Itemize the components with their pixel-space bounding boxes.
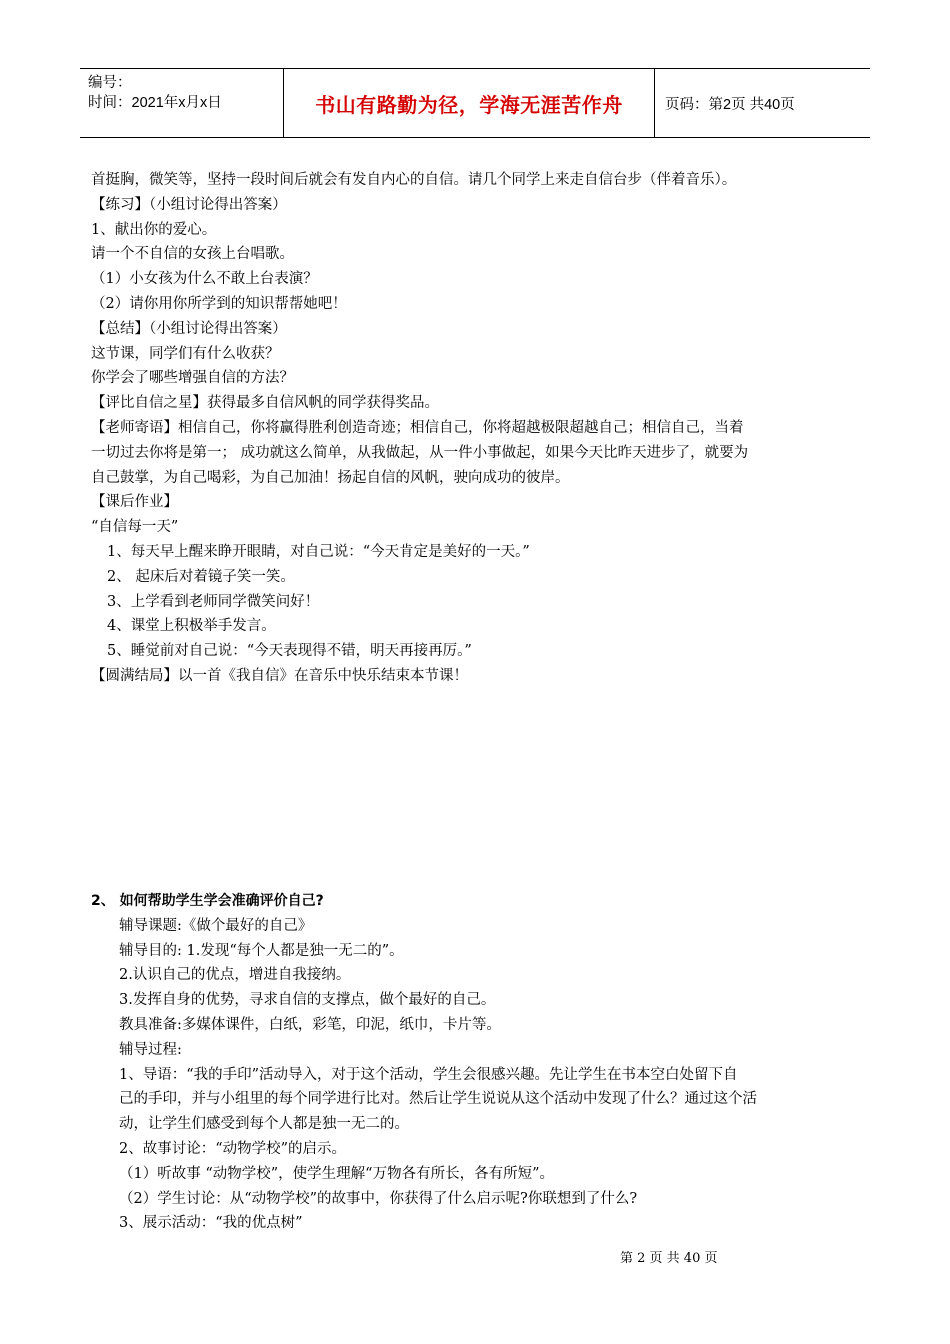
section2-body: [91, 914, 871, 1236]
paragraph-line: 自己鼓掌，为自己喝彩，为自己加油！扬起自信的风帆，驶向成功的彼岸。: [91, 469, 570, 486]
paragraph-line: 这节课，同学们有什么收获？: [91, 345, 280, 362]
section2-title: 2、 如何帮助学生学会准确评价自己?: [91, 893, 324, 909]
motto-text: 书山有路勤为径，学海无涯苦作舟: [315, 92, 623, 117]
page-footer: 第 2 页 共 40 页: [620, 1251, 718, 1266]
paragraph-line: 【练习】（小组讨论得出答案）: [91, 196, 287, 213]
doc-number-label: 编号：: [88, 75, 132, 91]
step-line: 2、故事讨论：“动物学校”的启示。: [119, 1140, 347, 1157]
section2: [91, 889, 871, 1236]
step-line: （1）听故事 “动物学校”，使学生理解“万物各有所长，各有所短”。: [119, 1165, 554, 1182]
process-line: 辅导过程:: [119, 1041, 182, 1058]
step-line: 1、导语：“我的手印”活动导入，对于这个活动，学生会很感兴趣。先让学生在书本空白处留下自: [119, 1066, 738, 1083]
paragraph-line: （1）小女孩为什么不敢上台表演？: [91, 271, 318, 288]
paragraph-line: （2）请你用你所学到的知识帮帮她吧！: [91, 295, 347, 312]
paragraph-line: 一切过去你将是第一； 成功就这么简单，从我做起，从一件小事做起，如果今天比昨天进步了，就要为: [91, 444, 749, 461]
page-info: 页码：第2页 共40页: [665, 96, 795, 113]
goal-line: 辅导目的: 1.发现“每个人都是独一无二的”。: [119, 942, 404, 959]
topic-line: 辅导课题:《做个最好的自己》: [119, 917, 313, 934]
homework-item: 5、睡觉前对自己说：“今天表现得不错，明天再接再厉。”: [107, 643, 472, 660]
step-line: 己的手印，并与小组里的每个同学进行比对。然后让学生说说从这个活动中发现了什么？通过这个活: [119, 1091, 757, 1108]
ending-line: 【圆满结局】以一首《我自信》在音乐中快乐结束本节课！: [91, 667, 468, 684]
page-header: [80, 68, 870, 138]
prep-line: 教具准备:多媒体课件，白纸，彩笔，印泥，纸巾，卡片等。: [119, 1016, 501, 1033]
paragraph-line: 请一个不自信的女孩上台唱歌。: [91, 246, 294, 263]
header-motto-cell: [283, 69, 655, 137]
section1-body: [91, 168, 871, 689]
paragraph-line: 【总结】（小组讨论得出答案）: [91, 320, 287, 337]
homework-item: 3、上学看到老师同学微笑问好！: [107, 593, 320, 610]
homework-item: 1、每天早上醒来睁开眼睛，对自己说：“今天肯定是美好的一天。”: [107, 543, 530, 560]
goal-line: 2.认识自己的优点，增进自我接纳。: [119, 967, 351, 984]
paragraph-line: “自信每一天”: [91, 519, 179, 536]
paragraph-line: 【老师寄语】相信自己，你将赢得胜利创造奇迹；相信自己，你将超越极限超越自己；相信自己，当着: [91, 419, 744, 436]
header-info-cell: [80, 69, 283, 137]
paragraph-line: 首挺胸，微笑等，坚持一段时间后就会有发自内心的自信。请几个同学上来走自信台步（伴着音乐）。: [91, 172, 737, 188]
step-line: （2）学生讨论：从“动物学校”的故事中，你获得了什么启示呢?你联想到了什么?: [119, 1190, 638, 1207]
paragraph-line: 【课后作业】: [91, 494, 178, 511]
paragraph-line: 【评比自信之星】获得最多自信风帆的同学获得奖品。: [91, 395, 439, 412]
header-page-cell: [655, 69, 870, 137]
homework-item: 4、课堂上积极举手发言。: [107, 618, 276, 635]
paragraph-line: 1、献出你的爱心。: [91, 221, 217, 238]
doc-time-label: 时间：2021年x月x日: [88, 95, 222, 111]
homework-item: 2、 起床后对着镜子笑一笑。: [107, 568, 295, 585]
step-line: 3、展示活动：“我的优点树”: [119, 1215, 303, 1232]
goal-line: 3.发挥自身的优势，寻求自信的支撑点，做个最好的自己。: [119, 992, 496, 1009]
paragraph-line: 你学会了哪些增强自信的方法？: [91, 370, 294, 387]
step-line: 动，让学生们感受到每个人都是独一无二的。: [119, 1116, 409, 1133]
